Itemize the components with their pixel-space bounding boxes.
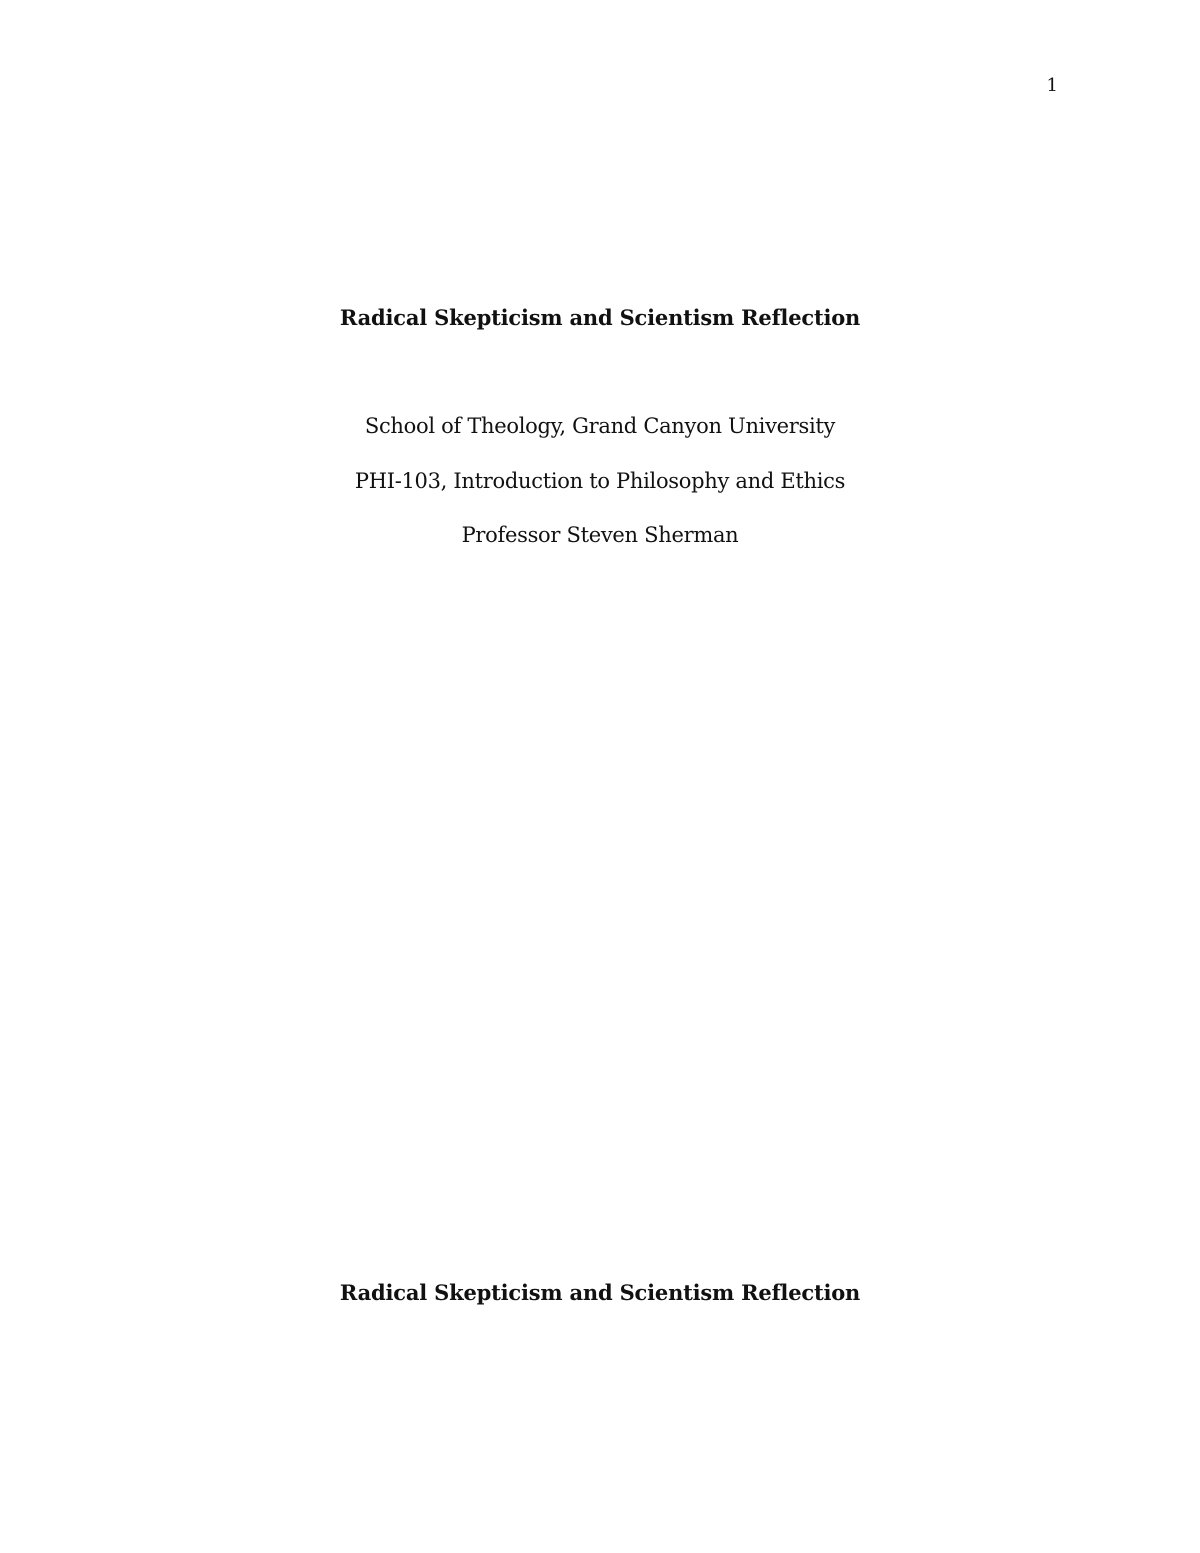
page-number: 1 bbox=[1046, 75, 1058, 96]
school-line: School of Theology, Grand Canyon University bbox=[364, 414, 836, 438]
course-line: PHI-103, Introduction to Philosophy and Ethics bbox=[354, 469, 846, 493]
professor-line: Professor Steven Sherman bbox=[461, 523, 739, 547]
body-title: Radical Skepticism and Scientism Reflection bbox=[339, 1280, 861, 1305]
title-page-title: Radical Skepticism and Scientism Reflection bbox=[339, 305, 861, 330]
